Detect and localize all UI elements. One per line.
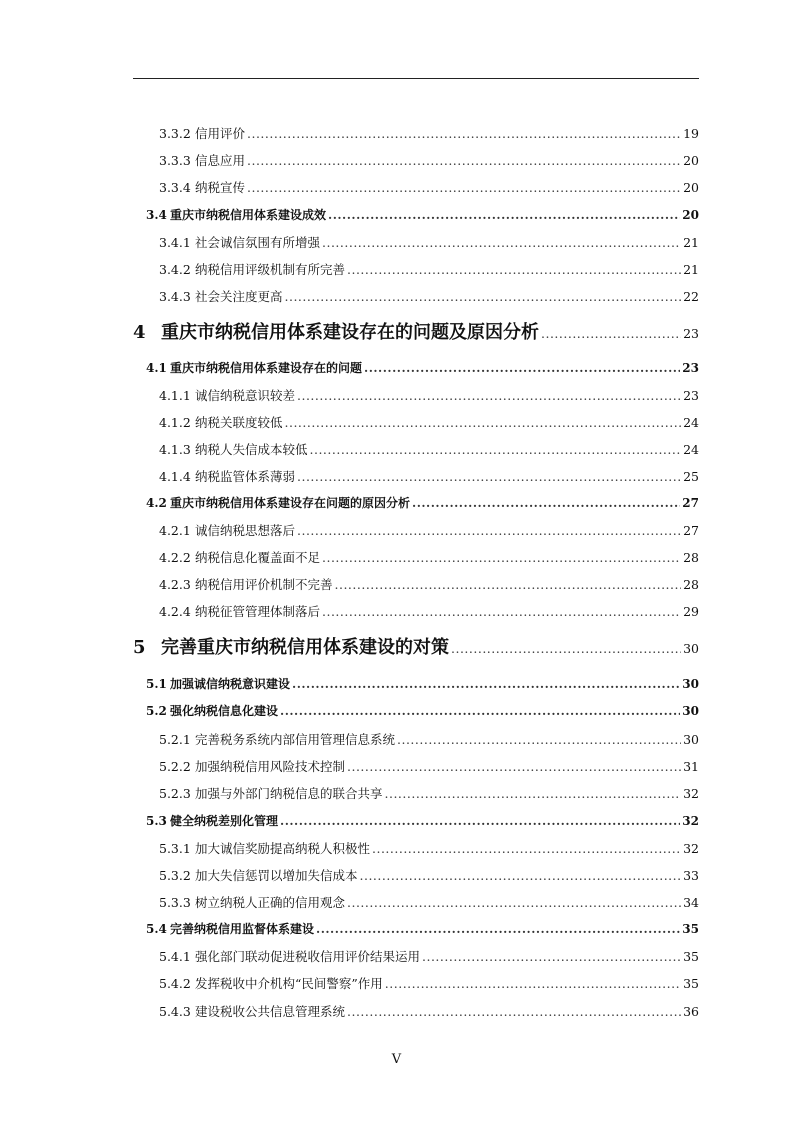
toc-entry-number: 4.1.4 xyxy=(159,469,191,484)
toc-entry-title: 纳税宣传 xyxy=(195,180,246,195)
toc-entry-3-3-3[interactable] xyxy=(159,151,699,169)
toc-entry-number: 3.4.1 xyxy=(159,235,191,250)
toc-entry-5-4-1[interactable] xyxy=(159,947,699,965)
toc-entry-title: 加大失信惩罚以增加失信成本 xyxy=(195,868,358,883)
toc-entry-title: 纳税人失信成本较低 xyxy=(195,442,308,457)
toc-entry-5-3-2[interactable] xyxy=(159,866,699,884)
toc-entry-number: 5.2.3 xyxy=(159,786,191,801)
toc-entry-number: 4.2.4 xyxy=(159,604,191,619)
toc-entry-page: 22 xyxy=(683,289,699,304)
toc-entry-3-4-1[interactable] xyxy=(159,233,699,251)
toc-entry-number: 4.2 xyxy=(146,496,167,510)
toc-entry-page: 23 xyxy=(683,388,699,403)
toc-entry-5-1[interactable] xyxy=(146,675,699,692)
toc-entry-number: 5.4.2 xyxy=(159,976,191,991)
toc-entry-title: 信用评价 xyxy=(195,126,246,141)
toc-leader-dots xyxy=(412,496,680,510)
toc-leader-dots xyxy=(297,523,681,538)
toc-entry-number: 5.4.3 xyxy=(159,1004,191,1019)
toc-entry-page: 25 xyxy=(683,469,699,484)
toc-entry-number: 5.2.2 xyxy=(159,759,191,774)
toc-leader-dots xyxy=(541,326,681,341)
toc-entry-number: 5 xyxy=(133,637,146,658)
toc-leader-dots xyxy=(335,577,682,592)
toc-entry-3-4[interactable] xyxy=(146,206,699,223)
toc-entry-title: 社会诚信氛围有所增强 xyxy=(195,235,321,250)
toc-leader-dots xyxy=(322,235,681,250)
toc-leader-dots xyxy=(372,841,681,856)
toc-entry-3-4-3[interactable] xyxy=(159,287,699,305)
toc-entry-number: 5.3.2 xyxy=(159,868,191,883)
toc-entry-title: 重庆市纳税信用体系建设存在的问题及原因分析 xyxy=(161,322,539,343)
toc-leader-dots xyxy=(385,786,682,801)
toc-leader-dots xyxy=(280,814,680,828)
toc-leader-dots xyxy=(247,126,681,141)
toc-leader-dots xyxy=(451,641,681,656)
toc-entry-number: 3.3.4 xyxy=(159,180,191,195)
toc-entry-title: 加大诚信奖励提高纳税人积极性 xyxy=(195,841,371,856)
toc-leader-dots xyxy=(280,704,680,718)
toc-entry-4-1[interactable] xyxy=(146,359,699,376)
toc-leader-dots xyxy=(422,949,681,964)
toc-entry-3-3-4[interactable] xyxy=(159,178,699,196)
toc-entry-number: 5.3.3 xyxy=(159,895,191,910)
toc-entry-title: 完善重庆市纳税信用体系建设的对策 xyxy=(161,637,449,658)
toc-entry-number: 5.3.1 xyxy=(159,841,191,856)
toc-entry-number: 5.4 xyxy=(146,922,167,936)
toc-entry-number: 4.2.1 xyxy=(159,523,191,538)
toc-entry-page: 35 xyxy=(683,949,699,964)
toc-leader-dots xyxy=(247,180,681,195)
toc-entry-number: 5.4.1 xyxy=(159,949,191,964)
toc-entry-page: 35 xyxy=(683,976,699,991)
toc-entry-5-2-1[interactable] xyxy=(159,730,699,748)
toc-entry-number: 3.4.3 xyxy=(159,289,191,304)
toc-leader-dots xyxy=(316,922,680,936)
toc-entry-number: 3.3.3 xyxy=(159,153,191,168)
toc-entry-page: 21 xyxy=(683,262,699,277)
toc-entry-page: 32 xyxy=(682,814,699,828)
toc-entry-title: 建设税收公共信息管理系统 xyxy=(195,1004,346,1019)
toc-entry-page: 30 xyxy=(682,704,699,718)
toc-leader-dots xyxy=(347,1004,681,1019)
toc-leader-dots xyxy=(297,469,681,484)
toc-entry-page: 29 xyxy=(683,604,699,619)
toc-entry-title: 发挥税收中介机构“民间警察”作用 xyxy=(195,976,383,991)
toc-entry-title: 加强诚信纳税意识建设 xyxy=(170,677,291,691)
toc-leader-dots xyxy=(247,153,681,168)
toc-entry-title: 重庆市纳税信用体系建设成效 xyxy=(170,208,327,222)
toc-entry-title: 强化部门联动促进税收信用评价结果运用 xyxy=(195,949,421,964)
toc-leader-dots xyxy=(285,289,682,304)
toc-entry-page: 23 xyxy=(682,361,699,375)
toc-leader-dots xyxy=(285,415,682,430)
toc-entry-title: 强化纳税信息化建设 xyxy=(170,704,279,718)
toc-entry-number: 4.1.2 xyxy=(159,415,191,430)
toc-entry-3-3-2[interactable] xyxy=(159,124,699,142)
toc-leader-dots xyxy=(385,976,681,991)
toc-entry-5-3-3[interactable] xyxy=(159,893,699,911)
toc-entry-number: 3.4 xyxy=(146,208,167,222)
toc-entry-title: 社会关注度更高 xyxy=(195,289,283,304)
toc-entry-page: 33 xyxy=(683,868,699,883)
toc-entry-chapter-5[interactable] xyxy=(133,633,699,659)
toc-leader-dots xyxy=(347,895,681,910)
toc-leader-dots xyxy=(310,442,682,457)
toc-entry-title: 完善纳税信用监督体系建设 xyxy=(170,922,315,936)
toc-entry-3-4-2[interactable] xyxy=(159,260,699,278)
toc-entry-page: 34 xyxy=(683,895,699,910)
toc-entry-page: 20 xyxy=(682,208,699,222)
toc-entry-page: 30 xyxy=(682,677,699,691)
toc-entry-number: 5.3 xyxy=(146,814,167,828)
toc-entry-page: 35 xyxy=(682,922,699,936)
toc-entry-title: 诚信纳税意识较差 xyxy=(195,388,296,403)
toc-entry-number: 4 xyxy=(133,322,146,343)
toc-entry-number: 5.2 xyxy=(146,704,167,718)
toc-entry-number: 4.2.3 xyxy=(159,577,191,592)
toc-entry-number: 5.2.1 xyxy=(159,732,191,747)
toc-entry-title: 纳税信用评价机制不完善 xyxy=(195,577,333,592)
toc-leader-dots xyxy=(347,262,681,277)
toc-leader-dots xyxy=(322,550,681,565)
toc-entry-number: 5.1 xyxy=(146,677,167,691)
toc-entry-page: 30 xyxy=(683,732,699,747)
toc-entry-title: 完善税务系统内部信用管理信息系统 xyxy=(195,732,396,747)
toc-entry-number: 4.1.1 xyxy=(159,388,191,403)
toc-leader-dots xyxy=(297,388,681,403)
toc-entry-page: 28 xyxy=(683,550,699,565)
toc-entry-title: 加强与外部门纳税信息的联合共享 xyxy=(195,786,383,801)
toc-entry-5-3-1[interactable] xyxy=(159,839,699,857)
toc-leader-dots xyxy=(347,759,681,774)
toc-entry-number: 4.1.3 xyxy=(159,442,191,457)
toc-entry-title: 重庆市纳税信用体系建设存在问题的原因分析 xyxy=(170,496,411,510)
toc-entry-title: 纳税征管管理体制落后 xyxy=(195,604,321,619)
toc-entry-number: 3.3.2 xyxy=(159,126,191,141)
toc-entry-title: 信息应用 xyxy=(195,153,246,168)
toc-entry-4-2-3[interactable] xyxy=(159,575,699,593)
toc-entry-page: 24 xyxy=(683,442,699,457)
toc-entry-title: 重庆市纳税信用体系建设存在的问题 xyxy=(170,361,363,375)
toc-entry-5-2[interactable] xyxy=(146,702,699,719)
page-number: V xyxy=(391,1052,402,1067)
toc-entry-title: 纳税信息化覆盖面不足 xyxy=(195,550,321,565)
toc-entry-4-2[interactable] xyxy=(146,494,699,511)
toc-entry-page: 27 xyxy=(683,523,699,538)
toc-entry-4-2-4[interactable] xyxy=(159,602,699,620)
toc-entry-title: 健全纳税差别化管理 xyxy=(170,814,279,828)
toc-entry-4-1-4[interactable] xyxy=(159,467,699,485)
toc-entry-page: 19 xyxy=(683,126,699,141)
toc-entry-4-2-2[interactable] xyxy=(159,548,699,566)
toc-leader-dots xyxy=(328,208,680,222)
toc-entry-title: 加强纳税信用风险技术控制 xyxy=(195,759,346,774)
toc-entry-5-4-2[interactable] xyxy=(159,974,699,992)
toc-entry-page: 27 xyxy=(682,496,699,510)
toc-entry-4-1-2[interactable] xyxy=(159,413,699,431)
toc-entry-page: 24 xyxy=(683,415,699,430)
toc-entry-page: 20 xyxy=(683,153,699,168)
toc-entry-page: 32 xyxy=(683,841,699,856)
toc-entry-number: 4.1 xyxy=(146,361,167,375)
toc-entry-title: 纳税关联度较低 xyxy=(195,415,283,430)
toc-leader-dots xyxy=(364,361,680,375)
toc-leader-dots xyxy=(360,868,682,883)
toc-entry-page: 32 xyxy=(683,786,699,801)
toc-entry-4-2-1[interactable] xyxy=(159,521,699,539)
toc-entry-page: 23 xyxy=(683,326,699,341)
toc-entry-4-1-3[interactable] xyxy=(159,440,699,458)
toc-entry-page: 31 xyxy=(683,759,699,774)
toc-entry-title: 纳税监管体系薄弱 xyxy=(195,469,296,484)
toc-leader-dots xyxy=(397,732,681,747)
toc-entry-title: 诚信纳税思想落后 xyxy=(195,523,296,538)
toc-entry-page: 20 xyxy=(683,180,699,195)
toc-entry-5-2-3[interactable] xyxy=(159,784,699,802)
toc-leader-dots xyxy=(322,604,681,619)
toc-entry-page: 28 xyxy=(683,577,699,592)
toc-leader-dots xyxy=(292,677,680,691)
toc-entry-page: 21 xyxy=(683,235,699,250)
toc-entry-5-3[interactable] xyxy=(146,812,699,829)
toc-entry-5-4[interactable] xyxy=(146,920,699,937)
toc-entry-chapter-4[interactable] xyxy=(133,318,699,344)
toc-entry-page: 36 xyxy=(683,1004,699,1019)
toc-entry-number: 4.2.2 xyxy=(159,550,191,565)
toc-entry-5-4-3[interactable] xyxy=(159,1002,699,1020)
toc-entry-page: 30 xyxy=(683,641,699,656)
toc-entry-title: 树立纳税人正确的信用观念 xyxy=(195,895,346,910)
toc-entry-4-1-1[interactable] xyxy=(159,386,699,404)
toc-entry-5-2-2[interactable] xyxy=(159,757,699,775)
toc-entry-title: 纳税信用评级机制有所完善 xyxy=(195,262,346,277)
toc-entry-number: 3.4.2 xyxy=(159,262,191,277)
